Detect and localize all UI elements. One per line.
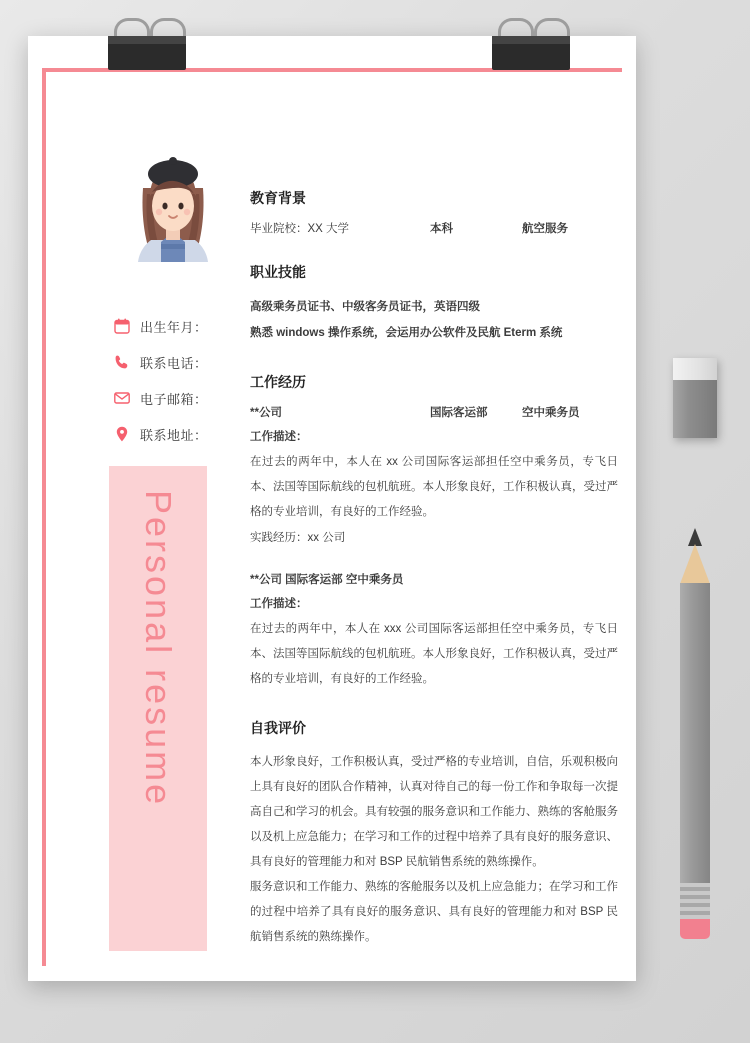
education-school: 毕业院校：XX 大学 [250, 223, 350, 235]
job-company: **公司 国际客运部 空中乘务员 [250, 574, 404, 586]
education-row [250, 220, 618, 236]
contact-row [114, 344, 254, 380]
location-icon [114, 426, 140, 442]
section-title-experience: 工作经历 [250, 374, 306, 390]
contact-label: 联系电话： [140, 355, 208, 371]
sidebar-accent-box [109, 466, 207, 951]
contact-row [114, 416, 254, 452]
job-header [250, 571, 618, 587]
binder-clip [492, 18, 570, 70]
job-desc-label: 工作描述： [250, 431, 308, 443]
job-description: 在过去的两年中，本人在 xx 公司国际客运部担任空中乘务员，专飞日本、法国等国际航线的包机航班。本人形象良好，工作积极认真，受过严格的专业培训，有良好的工作经验。 [250, 456, 618, 518]
contact-label: 电子邮箱： [140, 391, 208, 407]
education-major: 航空服务 [522, 223, 568, 235]
job-entry [250, 404, 618, 551]
job-entry [250, 571, 618, 692]
self-evaluation-paragraph: 服务意识和工作能力、熟练的客舱服务以及机上应急能力；在学习和工作的过程中培养了具有良好的服务意识、具有良好的管理能力和对 BSP 民航销售系统的熟练操作。 [250, 881, 618, 943]
email-icon [114, 390, 140, 406]
section-title-education: 教育背景 [250, 190, 306, 206]
resume-page [28, 36, 636, 981]
section-title-skills: 职业技能 [250, 264, 306, 280]
job-position: 空中乘务员 [522, 407, 580, 419]
sidebar-vertical-title: Personal resume [138, 490, 179, 808]
contact-row [114, 380, 254, 416]
resume-content [250, 188, 618, 950]
pencil-rubber [680, 919, 710, 939]
pencil-ferrule [680, 883, 710, 919]
self-evaluation-paragraph: 本人形象良好，工作积极认真，受过严格的专业培训，自信，乐观积极向上具有良好的团队合作精神，认真对待自己的每一份工作和争取每一次提高自己和学习的机会。具有较强的服务意识和工作能力、熟练的客舱服务以及机上应急能力；在学习和工作的过程中培养了具有良好的服务意识、具有良好的管理能力和对 BSP 民航销售系统的熟练操作。 [250, 756, 618, 868]
phone-icon [114, 354, 140, 370]
avatar [121, 144, 225, 262]
clip-body [108, 36, 186, 70]
contact-row [114, 308, 254, 344]
pencil-object [676, 528, 714, 940]
eraser-tip [673, 358, 717, 380]
job-desc-label: 工作描述： [250, 598, 308, 610]
education-degree: 本科 [430, 223, 453, 235]
skill-item: 熟悉 windows 操作系统，会运用办公软件及民航 Eterm 系统 [250, 327, 563, 339]
job-header [250, 404, 618, 420]
job-company: **公司 [250, 407, 282, 419]
frame-line-vertical [42, 68, 46, 966]
section-title-self-evaluation: 自我评价 [250, 720, 306, 736]
contact-list [114, 308, 254, 452]
job-description: 在过去的两年中，本人在 xxx 公司国际客运部担任空中乘务员，专飞日本、法国等国际航线的包机航班。本人形象良好，工作积极认真，受过严格的专业培训，有良好的工作经验。 [250, 623, 618, 685]
job-extra: 实践经历：xx 公司 [250, 532, 346, 544]
job-department: 国际客运部 [430, 407, 488, 419]
clip-body [492, 36, 570, 70]
skill-item: 高级乘务员证书、中级客务员证书，英语四级 [250, 301, 480, 313]
binder-clip [108, 18, 186, 70]
eraser-object [673, 358, 717, 438]
contact-label: 联系地址： [140, 427, 208, 443]
pencil-wood [680, 544, 710, 584]
contact-label: 出生年月： [140, 319, 208, 335]
pencil-body [680, 583, 710, 883]
calendar-icon [114, 318, 140, 334]
